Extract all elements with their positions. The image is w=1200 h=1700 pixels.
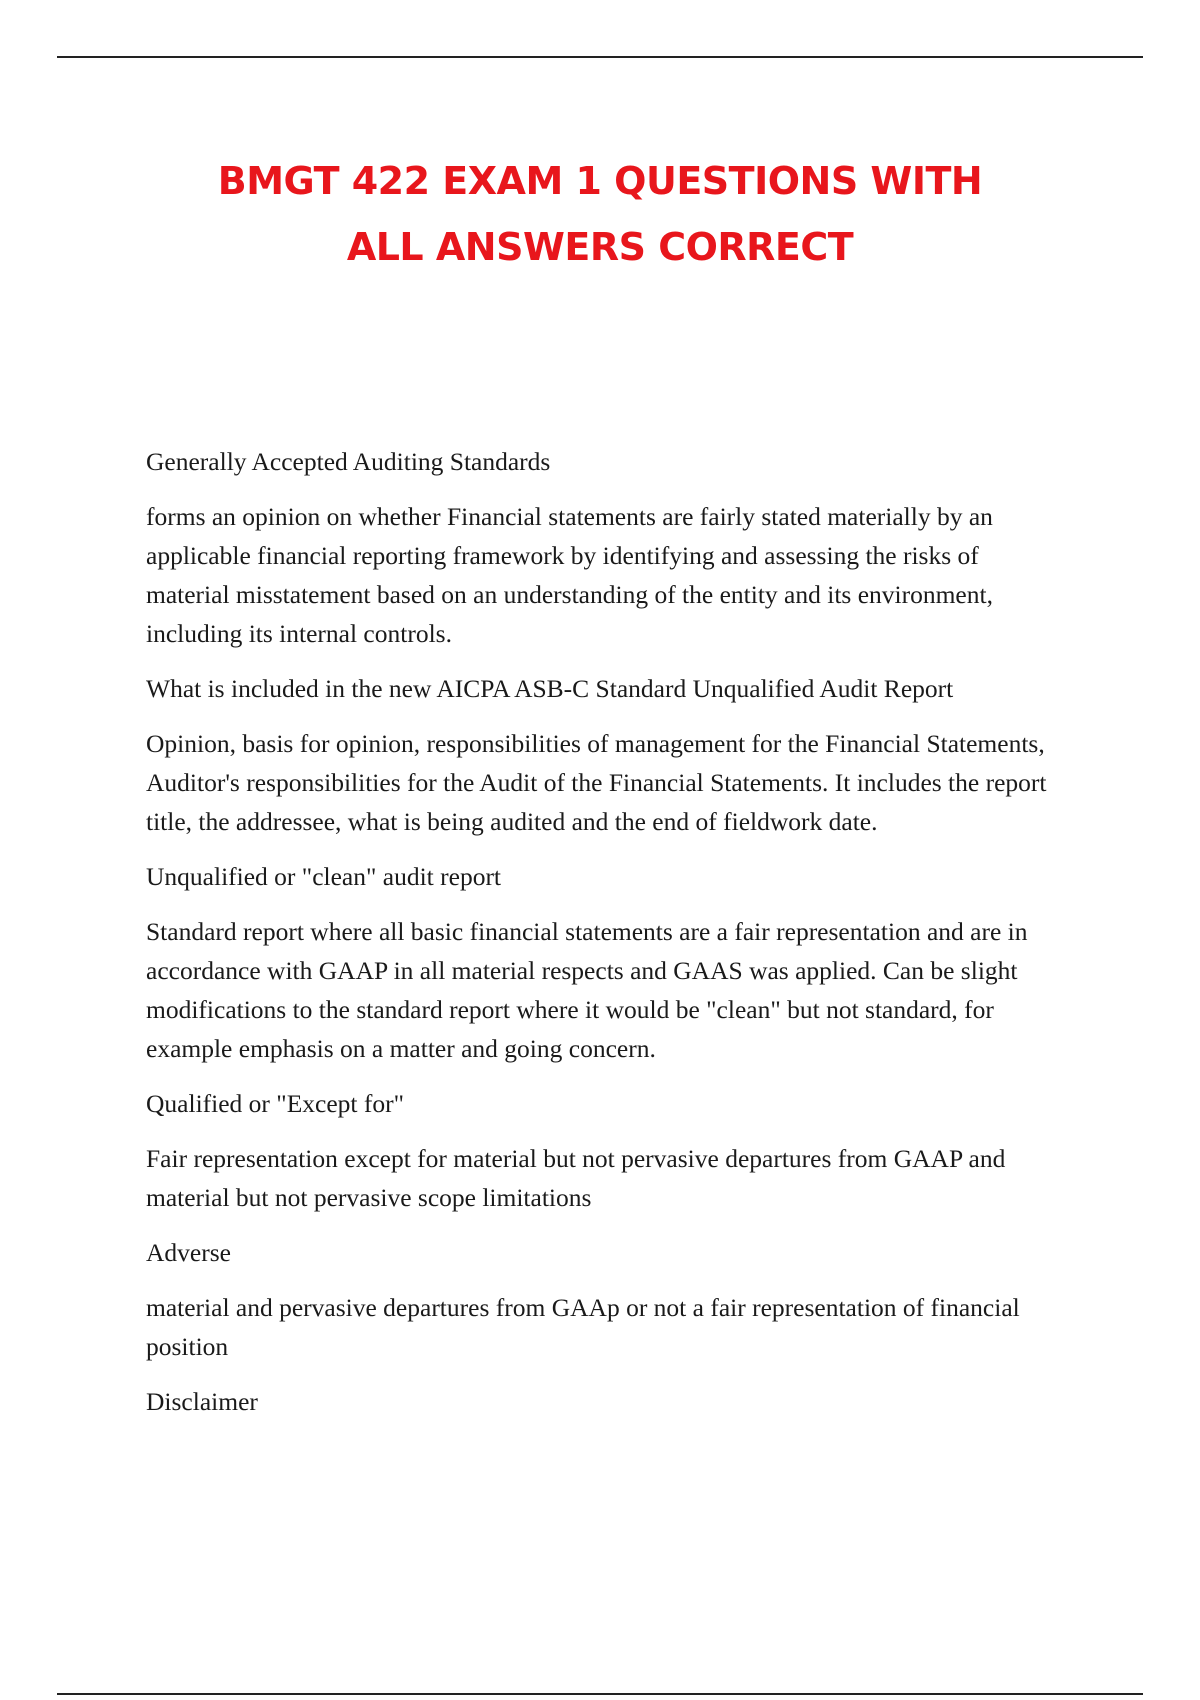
term-unqualified-report: Unqualified or "clean" audit report <box>146 862 502 891</box>
term-adverse: Adverse <box>146 1238 231 1267</box>
bottom-rule <box>57 1693 1143 1695</box>
document-body <box>146 442 1066 1437</box>
title-line-2: ALL ANSWERS CORRECT <box>346 225 854 269</box>
definition-gaas: forms an opinion on whether Financial statements are fairly stated materially by an applicable financial reporting framework by identifying and assessing the risks of material misstatement based on an understanding of the entity and its environment, including its internal controls. <box>146 502 993 648</box>
definition-adverse: material and pervasive departures from GAAp or not a fair representation of financial position <box>146 1293 1020 1361</box>
definition-qualified-report: Fair representation except for material but not pervasive departures from GAAP and material but not pervasive scope limitations <box>146 1144 1006 1212</box>
term-qualified-report: Qualified or "Except for" <box>146 1089 405 1118</box>
term-audit-report-contents: What is included in the new AICPA ASB-C Standard Unqualified Audit Report <box>146 674 954 703</box>
term-gaas: Generally Accepted Auditing Standards <box>146 447 551 476</box>
definition-unqualified-report: Standard report where all basic financial statements are a fair representation and are in accordance with GAAP in all material respects and GAAS was applied. Can be slight modifications to the standard report where it would be "clean" but not standard, for example emphasis on a matter and going concern. <box>146 917 1028 1063</box>
title-line-1: BMGT 422 EXAM 1 QUESTIONS WITH <box>217 159 983 203</box>
top-rule <box>57 56 1143 58</box>
definition-audit-report-contents: Opinion, basis for opinion, responsibilities of management for the Financial Statements, Auditor's responsibilities for the Audit of the Financial Statements. It includes the report title, the addressee, what is being audited and the end of fieldwork date. <box>146 729 1047 836</box>
document-title <box>100 148 1100 280</box>
term-disclaimer: Disclaimer <box>146 1387 258 1416</box>
